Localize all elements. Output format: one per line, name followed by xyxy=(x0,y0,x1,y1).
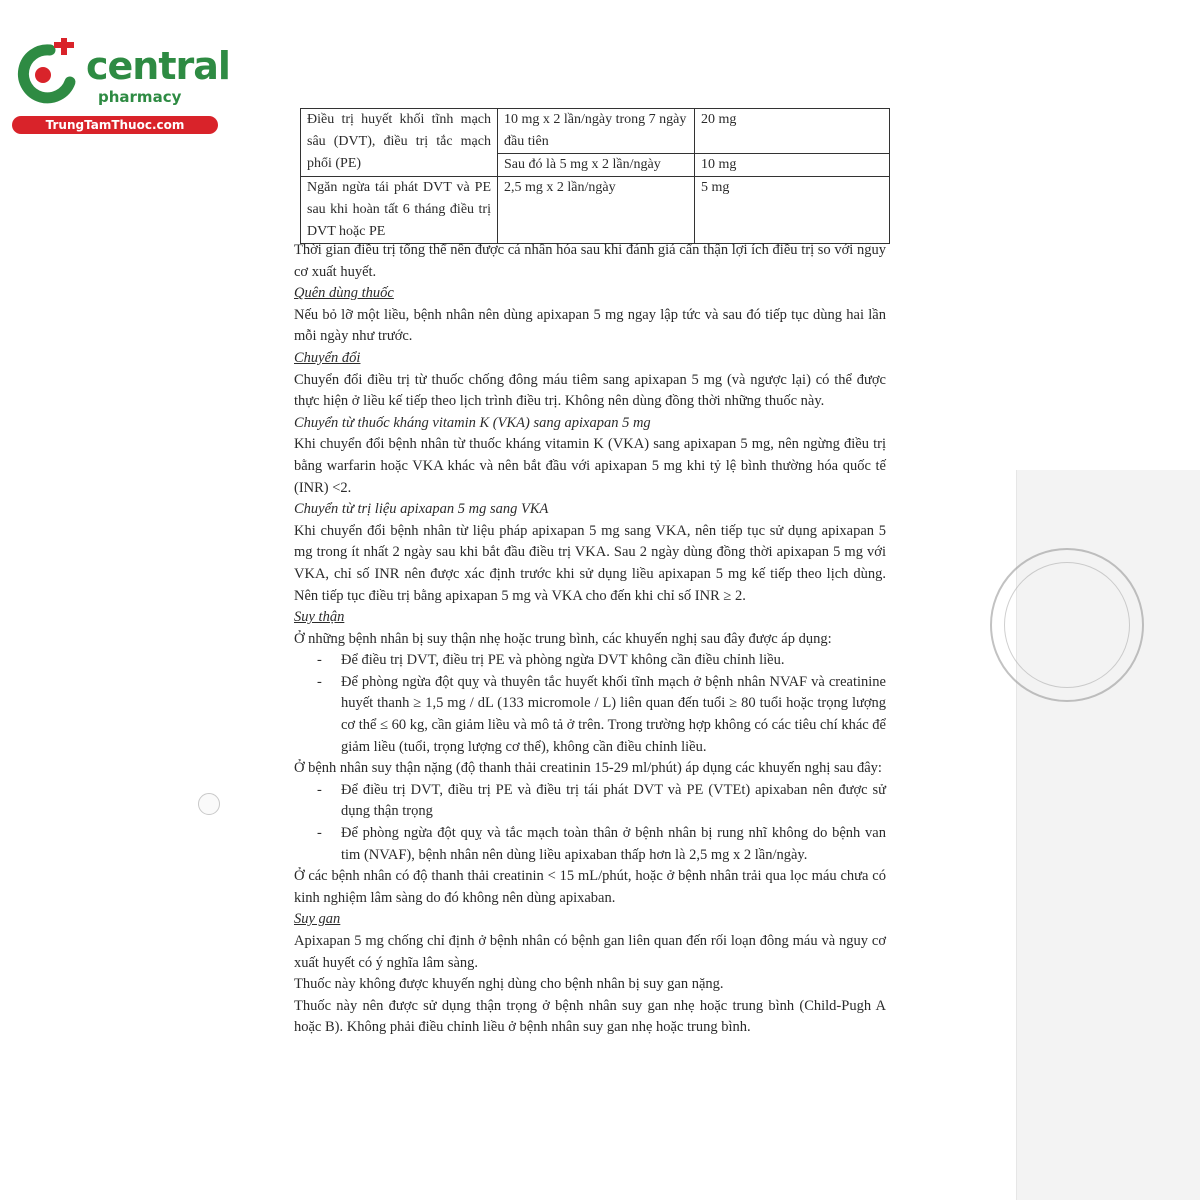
central-pharmacy-logo xyxy=(10,38,230,138)
section-heading: Chuyển đổi xyxy=(294,349,361,366)
table-row xyxy=(301,177,890,244)
logo-subtitle: pharmacy xyxy=(98,88,182,106)
paragraph: Ở các bệnh nhân có độ thanh thải creatinin < 15 mL/phút, hoặc ở bệnh nhân trải qua lọc máu chưa có kinh nghiệm lâm sàng do đó không nên dùng apixaban. xyxy=(294,868,886,906)
logo-name: central xyxy=(86,44,230,88)
table-cell: 2,5 mg x 2 lần/ngày xyxy=(498,177,695,244)
subsection-heading: Chuyển từ thuốc kháng vitamin K (VKA) sang apixapan 5 mg xyxy=(294,414,651,431)
paragraph: Chuyển đổi điều trị từ thuốc chống đông máu tiêm sang apixapan 5 mg (và ngược lại) có thể được thực hiện ở liều kế tiếp theo lịch trình điều trị. Không nên dùng đồng thời những thuốc này. xyxy=(294,371,886,410)
paragraph: Ở bệnh nhân suy thận nặng (độ thanh thải creatinin 15-29 ml/phút) áp dụng các khuyến nghị sau đây: xyxy=(294,760,882,777)
paragraph: Khi chuyển đổi bệnh nhân từ liệu pháp apixapan 5 mg sang VKA, nên tiếp tục sử dụng apixapan 5 mg trong ít nhất 2 ngày sau khi bắt đầu điều trị VKA. Sau 2 ngày dùng đồng thời apixapan 5 mg với VKA, chỉ số INR nên được xác định trước khi sử dụng liều apixapan 5 mg kế tiếp theo lịch dùng. Nên tiếp tục điều trị bằng apixapan 5 mg và VKA cho đến khi chỉ số INR ≥ 2. xyxy=(294,522,886,604)
section-heading: Suy thận xyxy=(294,609,345,626)
paragraph: Nếu bỏ lỡ một liều, bệnh nhân nên dùng apixapan 5 mg ngay lập tức và sau đó tiếp tục dùng hai lần mỗi ngày như trước. xyxy=(294,306,886,345)
table-cell: Sau đó là 5 mg x 2 lần/ngày xyxy=(498,154,695,177)
table-cell: Điều trị huyết khối tĩnh mạch sâu (DVT), điều trị tắc mạch phổi (PE) xyxy=(301,109,498,177)
section-heading: Suy gan xyxy=(294,911,341,928)
list-item: - Để điều trị DVT, điều trị PE và phòng ngừa DVT không cần điều chỉnh liều. xyxy=(341,650,886,672)
paragraph: Thuốc này không được khuyến nghị dùng cho bệnh nhân bị suy gan nặng. xyxy=(294,976,724,993)
paragraph: Thuốc này nên được sử dụng thận trọng ở bệnh nhân suy gan nhẹ hoặc trung bình (Child-Pugh A hoặc B). Không phải điều chỉnh liều ở bệnh nhân suy gan nhẹ hoặc trung bình. xyxy=(294,997,886,1036)
dosage-table xyxy=(300,108,890,244)
paragraph: Khi chuyển đổi bệnh nhân từ thuốc kháng vitamin K (VKA) sang apixapan 5 mg, nên ngừng điều trị bằng warfarin hoặc VKA khác và nên bắt đầu với apixapan 5 mg khi tỷ lệ bình thường hóa quốc tế (INR) <2. xyxy=(294,436,886,496)
document-body xyxy=(294,240,886,1039)
pharmacy-cross-icon xyxy=(10,38,80,108)
table-row xyxy=(301,109,890,154)
logo-url: TrungTamThuoc.com xyxy=(12,116,218,134)
table-cell: 20 mg xyxy=(695,109,890,154)
paragraph: Ở những bệnh nhân bị suy thận nhẹ hoặc trung bình, các khuyến nghị sau đây được áp dụng: xyxy=(294,630,832,647)
list-item: - Để phòng ngừa đột quỵ và thuyên tắc huyết khối tĩnh mạch ở bệnh nhân NVAF và creatinine huyết thanh ≥ 1,5 mg / dL (133 micromole / L) liên quan đến tuổi ≥ 80 tuổi hoặc trọng lượng cơ thể ≤ 60 kg, cần giảm liều và mô tả ở trên. Trong trường hợp không có các tiêu chí khác để giảm liều (tuổi, trọng lượng cơ thể), không cần điều chỉnh liều. xyxy=(341,672,886,758)
section-heading: Quên dùng thuốc xyxy=(294,285,394,302)
list-item: - Để điều trị DVT, điều trị PE và điều trị tái phát DVT và PE (VTEt) apixaban nên được sử dụng thận trọng xyxy=(341,780,886,823)
list-item: - Để phòng ngừa đột quỵ và tắc mạch toàn thân ở bệnh nhân bị rung nhĩ không do bệnh van tim (NVAF), bệnh nhân nên dùng liều apixaban thấp hơn là 2,5 mg x 2 lần/ngày. xyxy=(341,823,886,866)
stamp-seal xyxy=(990,548,1144,702)
table-cell: 10 mg x 2 lần/ngày trong 7 ngày đầu tiên xyxy=(498,109,695,154)
bullet-list xyxy=(294,650,886,758)
table-cell: 10 mg xyxy=(695,154,890,177)
table-cell: 5 mg xyxy=(695,177,890,244)
bullet-list xyxy=(294,780,886,866)
table-cell: Ngăn ngừa tái phát DVT và PE sau khi hoàn tất 6 tháng điều trị DVT hoặc PE xyxy=(301,177,498,244)
paragraph: Apixapan 5 mg chống chỉ định ở bệnh nhân có bệnh gan liên quan đến rối loạn đông máu và nguy cơ xuất huyết có ý nghĩa lâm sàng. xyxy=(294,933,886,971)
punch-hole xyxy=(198,793,220,815)
subsection-heading: Chuyển từ trị liệu apixapan 5 mg sang VKA xyxy=(294,501,549,518)
paragraph: Thời gian điều trị tổng thể nên được cá nhân hóa sau khi đánh giá cẩn thận lợi ích điều trị so với nguy cơ xuất huyết. xyxy=(294,242,886,280)
